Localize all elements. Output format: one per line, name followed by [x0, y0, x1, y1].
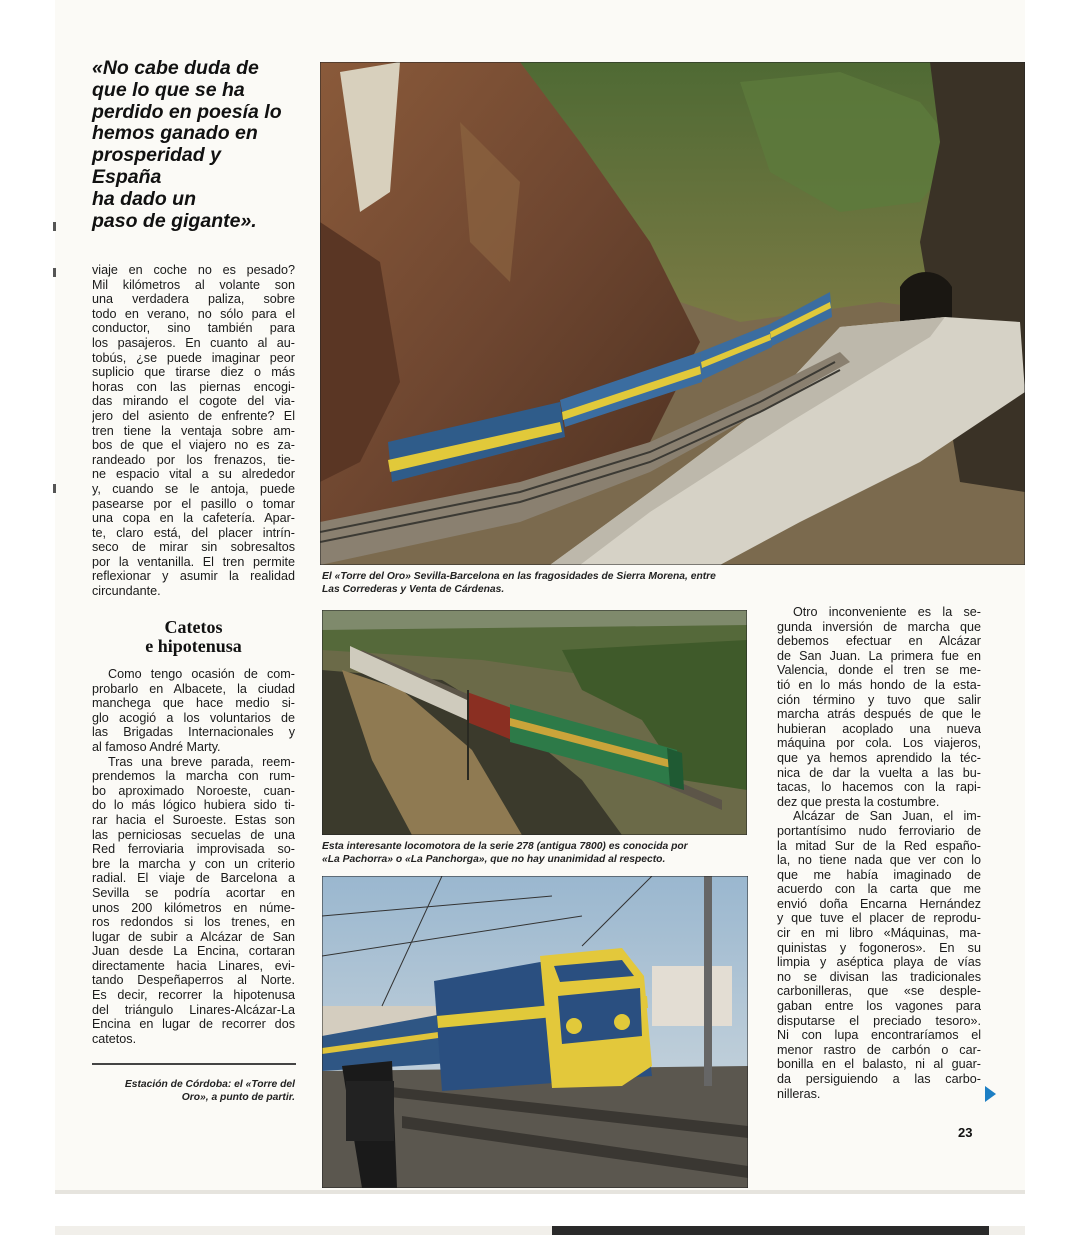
text-line: una copa en la cafetería. Apar- — [92, 511, 295, 526]
pull-quote-line: que lo que se ha — [92, 78, 245, 101]
next-page-photo-edge — [552, 1226, 989, 1235]
text-line: catetos. — [92, 1031, 137, 1046]
binding-mark — [53, 268, 56, 277]
text-line: menor rastro de carbón o car- — [777, 1042, 981, 1057]
photo-cordoba-station — [322, 876, 748, 1188]
text-line: al famoso André Marty. — [92, 739, 221, 754]
text-line: bonilla en el balasto, ni al guar- — [777, 1057, 981, 1072]
text-line: máquina por cola. Los viajeros, — [777, 736, 981, 751]
text-line: todo en verano, no sólo para el — [92, 306, 295, 321]
pull-quote-line: «No cabe duda de — [92, 57, 259, 79]
text-line: envió doña Encarna Hernández — [777, 896, 981, 911]
text-line: gaban entre los vagones para — [777, 999, 981, 1014]
text-line: tando Despeñaperros al Norte. — [92, 973, 295, 988]
pull-quote-line: perdido en poesía lo — [92, 100, 282, 123]
text-line: ne espacio vital a su alrededor — [92, 467, 295, 482]
photo-2-caption — [322, 841, 688, 866]
text-line: que ya hemos aprendido la téc- — [777, 750, 981, 765]
text-line: disputarse el preciado tesoro». — [777, 1013, 981, 1028]
text-line: gunda inversión de marcha que — [777, 619, 981, 634]
photo-green-locomotive — [322, 610, 747, 835]
text-line: Como tengo ocasión de com- — [108, 667, 295, 681]
text-line: Mil kilómetros al volante son — [92, 277, 295, 292]
left-column-part-1 — [92, 263, 295, 599]
caption-line: «La Pachorra» o «La Panchorga», que no hay unanimidad al respecto. — [322, 853, 666, 865]
text-line: Encina en lugar de recorrer dos — [92, 1017, 295, 1032]
text-line: Red ferroviaria improvisada so- — [92, 842, 295, 857]
page-number: 23 — [958, 1125, 973, 1140]
photo-3-caption — [92, 1079, 295, 1104]
text-line: cir en mi libro «Máquinas, ma- — [777, 926, 981, 941]
text-line: rar hacia el Suroeste. Estas son — [92, 812, 295, 827]
caption-line: Las Correderas y Venta de Cárdenas. — [322, 583, 505, 595]
text-line: tren tiene la ventaja sobre am- — [92, 423, 295, 438]
text-line: suplicio que tirarse diez o más — [92, 365, 295, 380]
binding-mark — [53, 222, 56, 231]
left-column-text-2 — [92, 667, 295, 1046]
text-line: Juan desde La Encina, cortaran — [92, 944, 295, 959]
text-line: do lo más lógico hubiera sido ti- — [92, 798, 295, 813]
text-line: manchega que hace medio si- — [92, 696, 295, 711]
text-line: ción término y tuvo que salir — [777, 692, 981, 707]
text-line: tacas, lo hacemos con la rapi- — [777, 780, 981, 795]
caption-line: Esta interesante locomotora de la serie 278 (antigua 7800) es conocida por — [322, 841, 688, 852]
text-line: Valencia, donde el tren se me- — [777, 663, 981, 678]
caption-line: Oro», a punto de partir. — [181, 1091, 295, 1103]
caption-line: El «Torre del Oro» Sevilla-Barcelona en las fragosidades de Sierra Morena, entre — [322, 571, 716, 582]
text-line: bre la marcha y con un criterio — [92, 856, 295, 871]
text-line: nica de dar la vuelta a las bu- — [777, 765, 981, 780]
text-line: radial. El viaje de Barcelona a — [92, 871, 295, 886]
text-line: hubieran acoplado una nueva — [777, 721, 981, 736]
text-line: la mitad Sur de la Red españo- — [777, 838, 981, 853]
text-line: las perniciosas secuelas de una — [92, 827, 295, 842]
text-line: tió en lo más hondo de la esta- — [777, 677, 981, 692]
text-line: directamente hacia Linares, evi- — [92, 958, 295, 973]
text-line: Otro inconveniente es la se- — [793, 605, 981, 619]
text-line: jero del asiento de enfrente? El — [92, 408, 295, 423]
text-line: ros redondos si los trenes, en — [92, 915, 295, 930]
text-line: bo aproximado Noroeste, cuan- — [92, 783, 295, 798]
text-line: del triángulo Linares-Alcázar-La — [92, 1002, 295, 1017]
pull-quote — [92, 58, 307, 232]
text-line: te, claro está, del placer intrín- — [92, 525, 295, 540]
text-line: tobús, ¿se puede imaginar peor — [92, 350, 295, 365]
subheading-line: Catetos — [164, 617, 223, 637]
text-line: y, cuando se le antoja, puede — [92, 481, 295, 496]
text-line: que me había imaginado de — [777, 867, 981, 882]
text-line: glo acogió a los voluntarios de — [92, 710, 295, 725]
text-line: Sevilla se podría acortar en — [92, 885, 295, 900]
text-line: viaje en coche no es pesado? — [92, 263, 295, 277]
text-line: portantísimo nudo ferroviario de — [777, 823, 981, 838]
text-line: carbonilleras, que «se desple- — [777, 984, 981, 999]
left-column-text — [92, 263, 295, 599]
text-line: lugar de subir a Alcázar de San — [92, 929, 295, 944]
photo-train-sierra-morena — [320, 62, 1025, 565]
text-line: unos 200 kilómetros en núme- — [92, 900, 295, 915]
text-line: acuerdo con la carta que me — [777, 882, 981, 897]
page-bottom-edge — [55, 1190, 1025, 1194]
text-line: das mirando el cogote del via- — [92, 394, 295, 409]
caption-rule — [92, 1063, 296, 1065]
text-line: horas con las piernas encogi- — [92, 379, 295, 394]
text-line: los pasajeros. En cuanto al au- — [92, 335, 295, 350]
section-subheading — [92, 618, 295, 656]
pull-quote-line: hemos ganado en — [92, 122, 258, 145]
text-line: limpia y aséptica playa de vías — [777, 955, 981, 970]
right-column-text — [777, 605, 981, 1101]
caption-line: Estación de Córdoba: el «Torre del — [124, 1079, 295, 1090]
text-line: bos de que el viajero no es za- — [92, 438, 295, 453]
text-line: prendemos la marcha con rum- — [92, 769, 295, 784]
pull-quote-line: ha dado un — [92, 187, 196, 210]
text-line: quinistas y fogoneros». En su — [777, 940, 981, 955]
text-line: una verdadera paliza, sobre — [92, 292, 295, 307]
text-line: Alcázar de San Juan, el im- — [793, 809, 981, 824]
text-line: de San Juan. La primera fue en — [777, 648, 981, 663]
text-line: por la ventanilla. El tren permite — [92, 554, 295, 569]
text-line: probarlo en Albacete, la ciudad — [92, 681, 295, 696]
text-line: no se divisan las tradicionales — [777, 969, 981, 984]
text-line: Tras una breve parada, reem- — [108, 754, 295, 769]
photo-1-caption — [322, 571, 716, 596]
text-line: Ni con lupa encontraríamos el — [777, 1028, 981, 1043]
text-line: debemos efectuar en Alcázar — [777, 634, 981, 649]
text-line: Es decir, recorrer la hipotenusa — [92, 988, 295, 1003]
binding-mark — [53, 484, 56, 493]
continue-arrow-icon — [985, 1086, 996, 1102]
subheading-line: e hipotenusa — [145, 636, 242, 656]
text-line: da persiguiendo a las carbo- — [777, 1072, 981, 1086]
text-line: seco de mirar sin sobresaltos — [92, 540, 295, 555]
text-line: conductor, sino también para — [92, 321, 295, 336]
pull-quote-line: prosperidad y — [92, 144, 221, 167]
text-line: reflexionar y asumir la realidad — [92, 569, 295, 584]
text-line: randeado por los frenazos, tie- — [92, 452, 295, 467]
text-line: marcha atrás después de que le — [777, 707, 981, 722]
pull-quote-line: paso de gigante». — [92, 209, 257, 232]
text-line: dez que presta la costumbre. — [777, 794, 940, 809]
text-line: la, no tiene nada que ver con lo — [777, 853, 981, 868]
text-line: nilleras. — [777, 1086, 821, 1101]
text-line: pasearse por el pasillo o tomar — [92, 496, 295, 511]
text-line: las Brigadas Internacionales y — [92, 725, 295, 740]
text-line: circundante. — [92, 584, 161, 599]
pull-quote-line: España — [92, 165, 162, 188]
text-line: y que tuve el placer de reprodu- — [777, 911, 981, 926]
